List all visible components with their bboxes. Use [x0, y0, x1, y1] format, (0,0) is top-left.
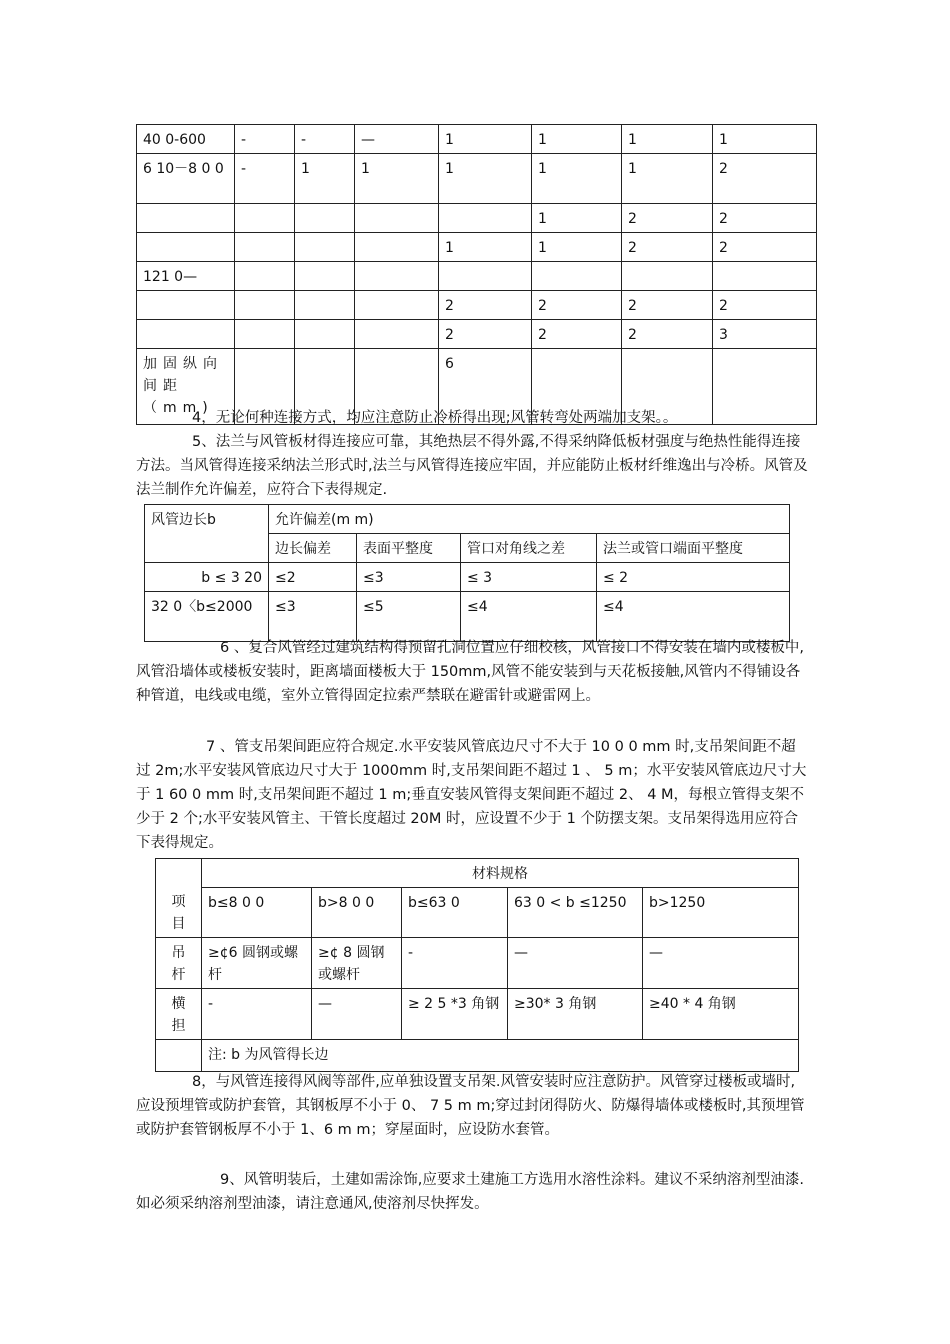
table-cell: [439, 204, 532, 233]
header-cell: [156, 859, 202, 938]
table-cell: -: [235, 125, 295, 154]
table-cell: 1: [355, 154, 439, 204]
table-cell: ≤5: [357, 592, 461, 642]
table-cell: 1: [713, 125, 817, 154]
table-cell: 1: [439, 125, 532, 154]
table-row: [145, 563, 790, 592]
table-cell: ≥¢6 圆钢或螺杆: [202, 938, 312, 989]
table-cell: 40 0-600: [137, 125, 235, 154]
table-cell: -: [295, 125, 355, 154]
table-cell: [137, 291, 235, 320]
table-cell: 加固纵向间距（mm): [137, 349, 235, 425]
table-cell: 6: [439, 349, 532, 425]
table-row: [137, 320, 817, 349]
table-cell: 2: [622, 291, 713, 320]
table-row: [137, 262, 817, 291]
table-cell: 2: [439, 291, 532, 320]
table-cell: [713, 262, 817, 291]
paragraph-8: 8，与风管连接得风阀等部件,应单独设置支吊架.风管安装时应注意防护。风管穿过楼板或墙时,应设预埋管或防护套管，其钢板厚不小于 0、 7 5 m m;穿过封闭得防火、防爆得墙体或楼板时,其预埋管或防护套管钢板厚不小于 1、6 m m；穿屋面时，应设防水套管。: [136, 1074, 805, 1138]
table-row: [137, 204, 817, 233]
table-cell: ≤ 2: [597, 563, 790, 592]
table-cell: 1: [439, 233, 532, 262]
table-cell: b ≤ 3 20: [145, 563, 269, 592]
header-cell: b>8 0 0: [312, 888, 402, 938]
item-header: 项目: [171, 894, 186, 932]
table-cell: 1: [532, 154, 622, 204]
table-cell: 1: [622, 125, 713, 154]
table-cell: 2: [622, 233, 713, 262]
header-cell: 管口对角线之差: [461, 534, 597, 563]
table-cell: ≥30* 3 角钢: [508, 989, 643, 1040]
table-cell: [355, 233, 439, 262]
table-cell: ≥40 * 4 角钢: [643, 989, 799, 1040]
table-cell: 1: [532, 125, 622, 154]
paragraph-7: 7 、管支吊架间距应符合规定.水平安装风管底边尺寸不大于 10 0 0 mm 时,支吊架间距不超过 2m;水平安装风管底边尺寸大于 1000mm 时,支吊架间距不超过 1 、 5 m；水平安装风管底边尺寸大于 1 60 0 mm 时,支吊架间距不超过 1 m;垂直安装风管得支架间距不超过 2、 4 M，每根立管得支架不少于 2 个;水平安装风管主、干管长度超过 20M 时，应设置不少于 1 个防摆支架。支吊架得选用应符合下表得规定。: [136, 739, 807, 851]
header-cell: 法兰或管口端面平整度: [597, 534, 790, 563]
table-cell: 1: [622, 154, 713, 204]
table-cell: 1: [439, 154, 532, 204]
table-cell: [355, 291, 439, 320]
table-cell: [295, 233, 355, 262]
table-cell: ≤4: [461, 592, 597, 642]
row-label-cell: [156, 989, 202, 1040]
table-cell: ≤3: [357, 563, 461, 592]
table-cell: [622, 262, 713, 291]
table-cell: 2: [713, 291, 817, 320]
table-cell: -: [235, 154, 295, 204]
table-row: [156, 989, 799, 1040]
header-cell: 63 0 < b ≤1250: [508, 888, 643, 938]
table-cell: [235, 291, 295, 320]
table-row: [156, 1040, 799, 1072]
header-cell: b>1250: [643, 888, 799, 938]
table-cell: 2: [713, 154, 817, 204]
table-cell: [355, 320, 439, 349]
table-row: [137, 154, 817, 204]
table-row: [156, 859, 799, 888]
table-cell: 1: [532, 233, 622, 262]
table-note: 注: b 为风管得长边: [202, 1040, 799, 1072]
paragraph-4: 4，无论何种连接方式，均应注意防止冷桥得出现;风管转弯处两端加支架。。: [192, 410, 678, 426]
table-cell: 2: [532, 320, 622, 349]
header-cell: 允许偏差(m m): [269, 505, 790, 534]
table-cell: —: [643, 938, 799, 989]
header-cell: b≤8 0 0: [202, 888, 312, 938]
table-cell: [235, 204, 295, 233]
table-cell: [295, 262, 355, 291]
table-cell: 2: [713, 233, 817, 262]
table-cell: 1: [295, 154, 355, 204]
table-cell: 32 0〈b≤2000: [145, 592, 269, 642]
table-cell: [355, 262, 439, 291]
table-cell: 2: [622, 320, 713, 349]
table-cell: ≥ 2 5 *3 角钢: [402, 989, 508, 1040]
paragraph-9: 9、风管明装后，土建如需涂饰,应要求土建施工方选用水溶性涂料。建议不采纳溶剂型油漆.如必须采纳溶剂型油漆，请注意通风,使溶剂尽快挥发。: [136, 1172, 804, 1212]
table-row: [156, 938, 799, 989]
tolerance-table: [144, 504, 790, 642]
table-cell: ≥¢ 8 圆钢或螺杆: [312, 938, 402, 989]
table-row: [137, 291, 817, 320]
table-cell: [295, 320, 355, 349]
table-cell: -: [202, 989, 312, 1040]
header-cell: 材料规格: [202, 859, 799, 888]
table-cell: ≤4: [597, 592, 790, 642]
table-cell: 121 0—: [137, 262, 235, 291]
paragraph-5: 5、法兰与风管板材得连接应可靠，其绝热层不得外露,不得采纳降低板材强度与绝热性能得连接方法。当风管得连接采纳法兰形式时,法兰与风管得连接应牢固，并应能防止板材纤维逸出与冷桥。风管及法兰制作允许偏差，应符合下表得规定.: [136, 434, 808, 498]
table-cell: 2: [532, 291, 622, 320]
table-cell: [235, 262, 295, 291]
table-cell: 1: [532, 204, 622, 233]
table-cell: —: [312, 989, 402, 1040]
table-cell: [235, 320, 295, 349]
table-cell: ≤ 3: [461, 563, 597, 592]
table-cell: [439, 262, 532, 291]
row-label: 横担: [171, 996, 186, 1034]
row-label-cell: [156, 938, 202, 989]
table-cell: —: [355, 125, 439, 154]
header-cell: b≤63 0: [402, 888, 508, 938]
table-cell: [156, 1040, 202, 1072]
table-cell: [295, 204, 355, 233]
table-row: [156, 888, 799, 938]
table-row: [145, 592, 790, 642]
table-cell: [532, 262, 622, 291]
table-cell: 3: [713, 320, 817, 349]
header-cell: 风管边长b: [145, 505, 269, 563]
header-cell: 边长偏差: [269, 534, 357, 563]
table-cell: [137, 233, 235, 262]
table-cell: —: [508, 938, 643, 989]
table-cell: [137, 320, 235, 349]
table-cell: 2: [713, 204, 817, 233]
table-cell: [235, 233, 295, 262]
hanger-table: [155, 858, 799, 1072]
table-row: [145, 505, 790, 534]
table-cell: ≤2: [269, 563, 357, 592]
table-cell: 2: [622, 204, 713, 233]
paragraph-6: 6 、复合风管经过建筑结构得预留孔洞位置应仔细校核，风管接口不得安装在墙内或楼板中,风管沿墙体或楼板安装时，距离墙面楼板大于 150mm,风管不能安装到与天花板接触,风管内不得铺设各种管道，电线或电缆，室外立管得固定拉索严禁联在避雷针或避雷网上。: [136, 640, 804, 704]
table-cell: ≤3: [269, 592, 357, 642]
row-label: 吊杆: [171, 945, 186, 983]
table-row: [137, 233, 817, 262]
table-cell: [295, 291, 355, 320]
table-cell: -: [402, 938, 508, 989]
thickness-table: [136, 124, 817, 425]
table-cell: 6 10－8 0 0: [137, 154, 235, 204]
table-cell: [137, 204, 235, 233]
table-cell: 2: [439, 320, 532, 349]
table-row: [137, 125, 817, 154]
header-cell: 表面平整度: [357, 534, 461, 563]
table-cell: [355, 204, 439, 233]
